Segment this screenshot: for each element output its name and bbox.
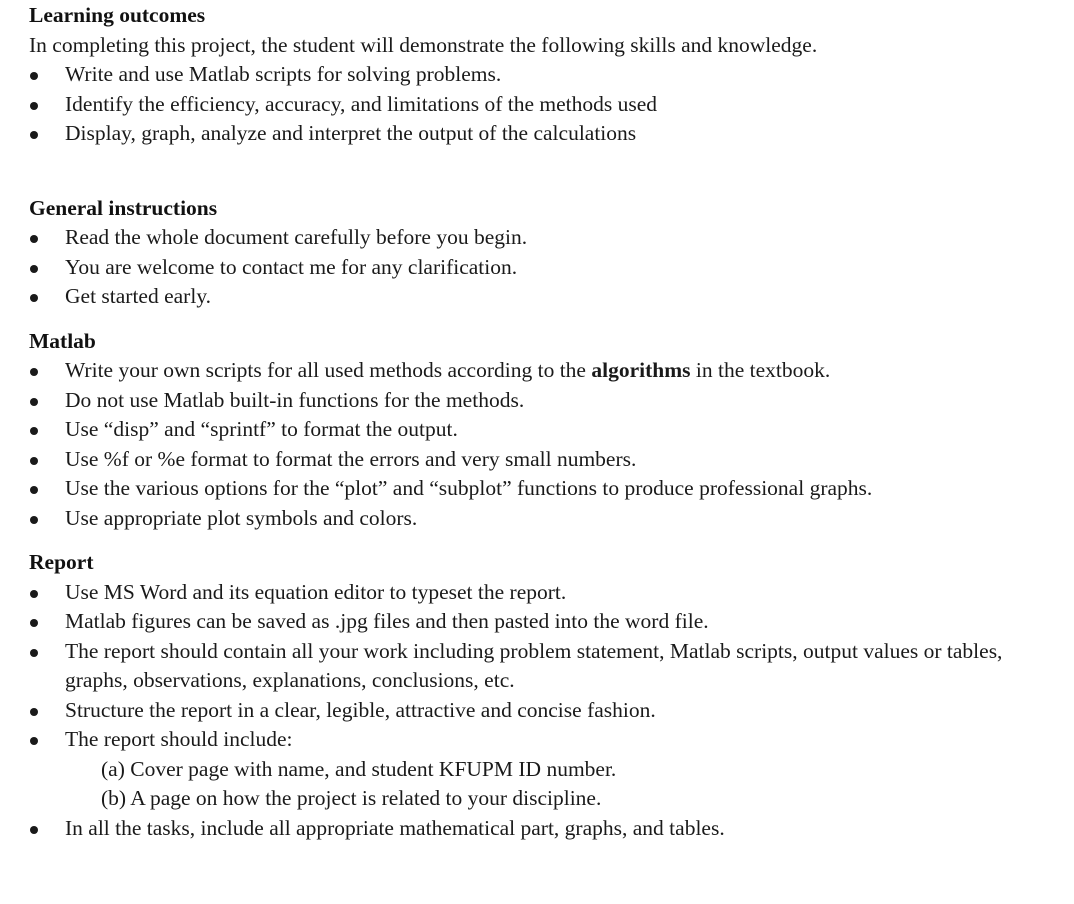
list-item: [29, 637, 1066, 696]
list-item-text: In all the tasks, include all appropriate mathematical part, graphs, and tables.: [65, 815, 725, 840]
list-item-text: Use %f or %e format to format the errors and very small numbers.: [65, 446, 637, 471]
list-item-text: Matlab figures can be saved as .jpg files and then pasted into the word file.: [65, 609, 709, 633]
list-item: [29, 725, 1066, 814]
list-item: [29, 356, 1066, 386]
list-item: [29, 474, 1066, 504]
bullet-icon: [30, 265, 38, 273]
list-item-text-end: in the textbook.: [690, 358, 831, 382]
list-item: [29, 90, 1066, 120]
report-include-sublist: [65, 755, 1066, 814]
document-page: [29, 1, 1066, 843]
list-item-text: Do not use Matlab built-in functions for the methods.: [65, 387, 525, 412]
general-instructions-heading: General instructions: [29, 195, 218, 220]
list-item-text: Display, graph, analyze and interpret the output of the calculations: [65, 121, 637, 145]
list-item: [29, 282, 1066, 312]
list-item: [29, 814, 1066, 844]
list-item-text: Identify the efficiency, accuracy, and limitations of the methods used: [65, 91, 658, 116]
list-item: [29, 119, 1066, 149]
list-item-text: Structure the report in a clear, legible, attractive and concise fashion.: [65, 697, 656, 722]
general-instructions-list: [29, 223, 1066, 312]
bullet-icon: [30, 368, 38, 376]
list-item: [29, 386, 1066, 416]
bullet-icon: [30, 486, 38, 494]
list-item-text: Read the whole document carefully before you begin.: [65, 225, 528, 249]
list-item: [29, 253, 1066, 283]
bullet-icon: [30, 427, 38, 435]
bullet-icon: [30, 619, 38, 627]
report-heading: Report: [29, 550, 94, 574]
list-item-text: The report should include:: [65, 727, 293, 751]
bullet-icon: [30, 72, 38, 80]
sub-list-item: (b) A page on how the project is related to your discipline.: [101, 786, 602, 810]
list-item: [29, 223, 1066, 253]
bullet-icon: [30, 398, 38, 406]
list-item-text: Use “disp” and “sprintf” to format the output.: [65, 417, 458, 441]
bullet-icon: [30, 516, 38, 524]
bullet-icon: [30, 457, 38, 465]
report-list: [29, 578, 1066, 844]
matlab-heading: Matlab: [29, 328, 96, 353]
list-item-text: Write and use Matlab scripts for solving problems.: [65, 62, 502, 86]
list-item: [29, 504, 1066, 534]
list-item-text: Use appropriate plot symbols and colors.: [65, 505, 418, 530]
list-item-text: You are welcome to contact me for any clarification.: [65, 254, 518, 279]
bullet-icon: [30, 708, 38, 716]
matlab-list: [29, 356, 1066, 533]
list-item: [29, 60, 1066, 90]
list-item-text: The report should contain all your work including problem statement, Matlab scripts, output values or tables, graphs, observations, explanations, conclusions, etc.: [65, 638, 1003, 692]
learning-outcomes-intro: In completing this project, the student will demonstrate the following skills and knowledge.: [29, 32, 818, 57]
bullet-icon: [30, 737, 38, 745]
list-item: [29, 696, 1066, 726]
list-item: [29, 415, 1066, 445]
bullet-icon: [30, 826, 38, 834]
bullet-icon: [30, 294, 38, 302]
sub-list-item: (a) Cover page with name, and student KFUPM ID number.: [101, 756, 617, 781]
bullet-icon: [30, 102, 38, 110]
list-item: [29, 607, 1066, 637]
bullet-icon: [30, 235, 38, 243]
list-item-text: Use the various options for the “plot” and “subplot” functions to produce professional graphs.: [65, 476, 873, 500]
list-item-text: Use MS Word and its equation editor to typeset the report.: [65, 579, 567, 604]
bullet-icon: [30, 590, 38, 598]
algorithms-emphasis: algorithms: [591, 358, 691, 382]
learning-outcomes-list: [29, 60, 1066, 149]
list-item: [29, 578, 1066, 608]
list-item-text: Get started early.: [65, 284, 212, 308]
learning-outcomes-heading: Learning outcomes: [29, 3, 206, 27]
bullet-icon: [30, 649, 38, 657]
bullet-icon: [30, 131, 38, 139]
list-item-text-start: Write your own scripts for all used methods according to the: [65, 358, 592, 382]
list-item: [29, 445, 1066, 475]
